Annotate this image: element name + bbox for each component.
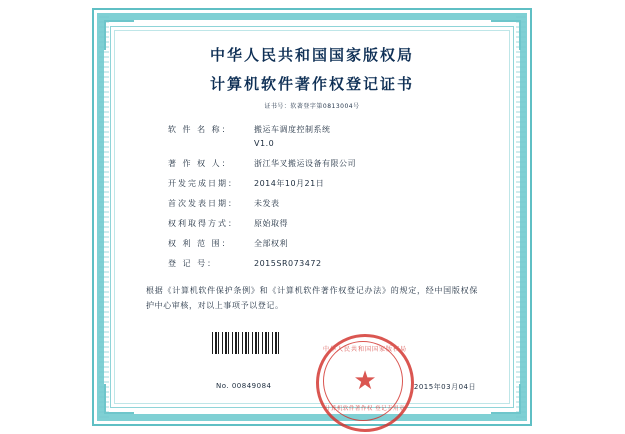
seal-top-text: 中华人民共和国国家版权局 — [322, 346, 407, 353]
certificate-content — [120, 34, 504, 412]
frame-band-left — [99, 16, 109, 418]
field-list — [120, 124, 504, 269]
field-value: 未发表 — [254, 199, 280, 208]
field-value: 原始取得 — [254, 219, 288, 228]
field-row-rights-scope — [168, 238, 504, 249]
field-value-text: 搬运车调度控制系统 — [254, 125, 331, 134]
field-label: 开发完成日期： — [168, 179, 238, 188]
field-value: 2014年10月21日 — [254, 179, 325, 188]
issuer-title: 中华人民共和国国家版权局 — [209, 46, 414, 64]
seal-bottom-text: 计算机软件著作权 登记专用章 — [324, 406, 406, 412]
field-value: 浙江华叉搬运设备有限公司 — [254, 159, 356, 168]
star-icon: ★ — [353, 365, 377, 396]
barcode — [212, 332, 282, 354]
field-label: 著 作 权 人： — [168, 159, 232, 168]
legal-paragraph: 根据《计算机软件保护条例》和《计算机软件著作权登记办法》的规定，经中国版权保护中心审核，对以上事项予以登记。 — [146, 286, 478, 310]
field-value — [254, 124, 504, 149]
field-row-first-publish-date — [168, 198, 504, 209]
certificate-title: 计算机软件著作权登记证书 — [209, 75, 414, 93]
footer-issue-date: 2015年03月04日 — [413, 383, 476, 391]
footer-serial-number: No. 00849084 — [216, 382, 272, 390]
field-value: 全部权利 — [254, 239, 288, 248]
field-row-registration-number — [168, 258, 504, 269]
field-label: 首次发表日期： — [168, 199, 238, 208]
frame-band-right — [516, 16, 526, 418]
certificate-number-line: 证书号：软著登字第0813004号 — [264, 103, 360, 110]
field-row-rights-acquisition — [168, 218, 504, 229]
field-value-version: V1.0 — [254, 139, 275, 148]
official-seal — [316, 334, 414, 432]
field-label: 权 利 范 围： — [168, 239, 232, 248]
field-row-copyright-owner — [168, 158, 504, 169]
field-row-development-date — [168, 178, 504, 189]
field-label: 权利取得方式： — [168, 219, 238, 228]
field-value: 2015SR073472 — [254, 259, 322, 268]
field-row-software-name — [168, 124, 504, 149]
field-label: 登 记 号： — [168, 259, 218, 268]
field-label: 软 件 名 称： — [168, 125, 232, 134]
